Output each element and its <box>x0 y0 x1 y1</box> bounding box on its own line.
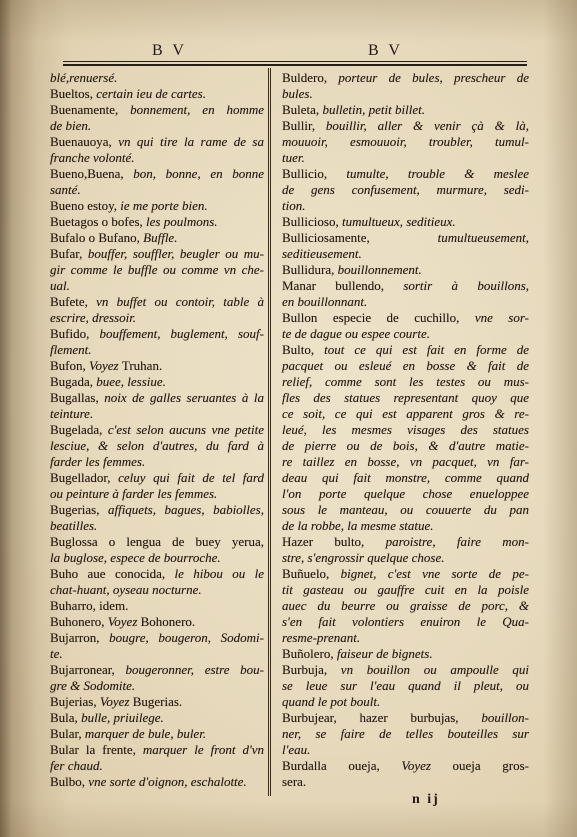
entry-line <box>50 614 264 630</box>
entry-line <box>50 102 264 118</box>
definition-text: vne sorte d'oignon, eschalotte. <box>88 774 247 789</box>
entry-line <box>282 70 529 86</box>
headword-text: Bujerias, <box>50 694 100 709</box>
entry-line <box>50 422 264 438</box>
dictionary-entry <box>50 358 264 374</box>
entry-line <box>282 470 529 486</box>
entry-line <box>50 70 264 86</box>
headword-text: Buldero, <box>282 70 339 85</box>
definition-text: bulletin, petit billet. <box>322 102 425 117</box>
dictionary-entry <box>50 70 264 86</box>
entry-line <box>50 678 264 694</box>
headword-text: Bufete, <box>50 294 97 309</box>
entry-line <box>282 198 529 214</box>
entry-line <box>282 246 529 262</box>
entry-line <box>50 390 264 406</box>
definition-text: quand le pot boult. <box>282 694 381 709</box>
definition-text: vn buffet ou contoir, table à <box>96 294 265 309</box>
dictionary-entry <box>282 118 529 166</box>
dictionary-entry <box>50 598 264 614</box>
definition-text: deau qui fait monstre, comme quand <box>282 470 529 485</box>
entry-line <box>50 166 264 182</box>
headword-text: Bullon especie de cuchillo, <box>282 310 475 325</box>
running-head-right: B V <box>368 42 403 59</box>
dictionary-entry <box>282 662 529 710</box>
entry-line <box>50 758 264 774</box>
dictionary-entry <box>282 310 529 342</box>
dictionary-entry <box>50 502 264 534</box>
signature-mark: n ij <box>412 792 440 807</box>
dictionary-entry <box>282 710 529 758</box>
entry-line <box>50 182 264 198</box>
dictionary-entry <box>282 342 529 534</box>
headword-text: Bujarronear, <box>50 662 126 677</box>
definition-text: mouuoir, esmouuoir, troubler, tumul- <box>282 134 529 149</box>
headword-text: Bullir, <box>282 118 326 133</box>
entry-line <box>282 566 529 582</box>
definition-text: ner, se faire de telles bouteilles sur <box>282 726 529 741</box>
headword-text: Buñuelo, <box>282 566 341 581</box>
entry-line <box>50 134 264 150</box>
entry-line <box>50 406 264 422</box>
definition-text: noix de galles seruantes à la <box>104 390 264 405</box>
entry-line <box>50 662 264 678</box>
definition-text: tout ce qui est fait en forme de <box>324 342 529 357</box>
headword-text: Bulliciosamente, <box>282 230 438 245</box>
entry-line <box>50 214 264 230</box>
definition-text: bouffement, buglement, souf- <box>99 326 264 341</box>
definition-text: beatilles. <box>50 518 98 533</box>
definition-text: stre, s'engrossir quelque chose. <box>282 550 445 565</box>
definition-text: marquer de bule, buler. <box>84 726 207 741</box>
dictionary-entry <box>50 566 264 598</box>
definition-text: bouillir, aller & venir çà & là, <box>325 118 529 133</box>
definition-text: bules. <box>282 86 313 101</box>
entry-line <box>282 374 529 390</box>
definition-text: ual. <box>50 278 70 293</box>
entry-line <box>282 502 529 518</box>
definition-text: Voyez <box>89 358 122 373</box>
entry-line <box>282 582 529 598</box>
entry-line <box>50 518 264 534</box>
entry-line <box>50 582 264 598</box>
definition-text: le hibou ou le <box>174 566 264 581</box>
definition-text: de pierre ou de bois, & d'autre matie- <box>282 438 529 453</box>
definition-text: gir comme le buffle ou comme vn che- <box>50 262 264 277</box>
entry-line <box>50 470 264 486</box>
entry-line <box>282 534 529 550</box>
definition-text: seditieusement. <box>282 246 362 261</box>
definition-text: te. <box>50 646 63 661</box>
entry-line <box>50 694 264 710</box>
entry-line <box>282 342 529 358</box>
dictionary-entry <box>50 774 264 790</box>
dictionary-entry <box>50 422 264 470</box>
entry-line <box>282 678 529 694</box>
definition-text: porteur de bules, prescheur de <box>338 70 529 85</box>
definition-text: affiquets, bagues, babiolles, <box>107 502 264 517</box>
definition-text: bouillonnement. <box>337 262 422 277</box>
definition-text: Voyez <box>107 614 141 629</box>
entry-line <box>50 550 264 566</box>
left-column <box>50 70 264 790</box>
entry-line <box>282 742 529 758</box>
entry-line <box>50 630 264 646</box>
definition-text: bonnement, en homme <box>130 102 265 117</box>
dictionary-entry <box>50 374 264 390</box>
column-divider <box>268 68 271 796</box>
header-rule <box>63 61 527 66</box>
definition-text: Buffle. <box>143 230 178 245</box>
headword-text: Bufalo o Bufano, <box>50 230 144 245</box>
definition-text: sortir à bouillons, <box>403 278 529 293</box>
definition-text: c'est selon aucuns vne petite <box>107 422 264 437</box>
dictionary-entry <box>282 758 529 790</box>
entry-line <box>282 662 529 678</box>
entry-line <box>282 422 529 438</box>
definition-text: teinture. <box>50 406 94 421</box>
definition-text: bouillon- <box>481 710 529 725</box>
entry-line <box>50 86 264 102</box>
dictionary-entry <box>50 214 264 230</box>
entry-line <box>282 646 529 662</box>
entry-line <box>282 518 529 534</box>
dictionary-entry <box>50 742 264 774</box>
definition-text: resme-prenant. <box>282 630 361 645</box>
entry-line <box>282 614 529 630</box>
dictionary-entry <box>282 70 529 102</box>
definition-text: bougeronner, estre bou- <box>125 662 265 677</box>
entry-line <box>50 310 264 326</box>
definition-text: fer chaud. <box>50 758 103 773</box>
entry-line <box>50 358 264 374</box>
headword-text: Bufar, <box>50 246 88 261</box>
headword-text: Bufon, <box>50 358 89 373</box>
entry-line <box>282 326 529 342</box>
headword-text: Buleta, <box>282 102 323 117</box>
dictionary-entry <box>282 534 529 566</box>
entry-line <box>50 246 264 262</box>
definition-text: te de dague ou espee courte. <box>282 326 431 341</box>
definition-text: l'eau. <box>282 742 311 757</box>
dictionary-entry <box>50 102 264 134</box>
definition-text: les poulmons. <box>146 214 218 229</box>
entry-line <box>282 262 529 278</box>
entry-line <box>282 214 529 230</box>
headword-text: Bugerias. <box>132 694 183 709</box>
definition-text: santé. <box>50 182 81 197</box>
dictionary-entry <box>282 278 529 310</box>
dictionary-entry <box>282 230 529 262</box>
definition-text: lesciue, & selon d'autres, du fard à <box>50 438 264 453</box>
entry-line <box>50 230 264 246</box>
entry-line <box>50 342 264 358</box>
headword-text: Bueltos, <box>50 86 97 101</box>
definition-text: blé,renuersé. <box>50 70 118 85</box>
definition-text: gre & Sodomite. <box>50 678 136 693</box>
entry-line <box>50 486 264 502</box>
entry-line <box>282 390 529 406</box>
entry-line <box>282 102 529 118</box>
entry-line <box>50 118 264 134</box>
dictionary-entry <box>282 102 529 118</box>
headword-text: Bohonero. <box>140 614 196 629</box>
entry-line <box>282 486 529 502</box>
entry-line <box>50 326 264 342</box>
headword-text: Bueno,Buena, <box>50 166 134 181</box>
dictionary-entry <box>50 662 264 694</box>
entry-line <box>282 294 529 310</box>
headword-text: Burdalla oueja, <box>282 758 402 773</box>
entry-line <box>282 710 529 726</box>
dictionary-entry <box>50 326 264 358</box>
definition-text: ie me porte bien. <box>120 198 208 213</box>
headword-text: oueja gros- <box>452 758 529 773</box>
definition-text: tumultueusement, <box>437 230 529 245</box>
headword-text: Buglossa o lengua de buey yerua, <box>50 534 264 549</box>
entry-line <box>282 230 529 246</box>
headword-text: sera. <box>282 774 307 789</box>
headword-text: Bullicio, <box>282 166 347 181</box>
definition-text: bignet, c'est vne sorte de pe- <box>340 566 529 581</box>
definition-text: Voyez <box>99 694 133 709</box>
definition-text: l'on porte quelque chose enueloppee <box>282 486 529 501</box>
entry-line <box>282 454 529 470</box>
dictionary-entry <box>50 726 264 742</box>
definition-text: en bouillonnant. <box>282 294 368 309</box>
definition-text: ou peinture à farder les femmes. <box>50 486 218 501</box>
right-column <box>282 70 529 790</box>
entry-line <box>50 294 264 310</box>
definition-text: bulle, priuilege. <box>81 710 164 725</box>
entry-line <box>50 534 264 550</box>
entry-line <box>50 150 264 166</box>
definition-text: tuer. <box>282 150 305 165</box>
dictionary-entry <box>282 566 529 646</box>
entry-line <box>50 742 264 758</box>
definition-text: sous le manteau, ou couuerte du pan <box>282 502 529 517</box>
entry-line <box>282 166 529 182</box>
entry-line <box>282 438 529 454</box>
definition-text: tit gasteau ou gauffre cuit en la poisle <box>282 582 529 597</box>
entry-line <box>282 134 529 150</box>
entry-line <box>282 598 529 614</box>
headword-text: Bufido, <box>50 326 100 341</box>
entry-line <box>50 646 264 662</box>
entry-line <box>282 278 529 294</box>
definition-text: marquer le front d'vn <box>142 742 265 757</box>
definition-text: vn qui tire la rame de sa <box>118 134 264 149</box>
dictionary-entry <box>50 86 264 102</box>
definition-text: escrire, dressoir. <box>50 310 137 325</box>
entry-line <box>282 150 529 166</box>
headword-text: Bular la frente, <box>50 742 143 757</box>
entry-line <box>282 310 529 326</box>
definition-text: de gens confusement, murmure, sedi- <box>282 182 529 197</box>
definition-text: flement. <box>50 342 92 357</box>
definition-text: la buglose, espece de bourroche. <box>50 550 221 565</box>
running-head-left: B V <box>152 42 187 59</box>
headword-text: Manar bullendo, <box>282 278 404 293</box>
headword-text: Bugelada, <box>50 422 108 437</box>
definition-text: leué, les mesmes visages des statues <box>282 422 529 437</box>
headword-text: Buñolero, <box>282 646 337 661</box>
entry-line <box>50 598 264 614</box>
dictionary-entry <box>50 710 264 726</box>
definition-text: tion. <box>282 198 306 213</box>
definition-text: vne sor- <box>474 310 529 325</box>
entry-line <box>50 438 264 454</box>
definition-text: buee, lessiue. <box>96 374 166 389</box>
dictionary-entry <box>50 694 264 710</box>
entry-line <box>50 454 264 470</box>
dictionary-entry <box>50 614 264 630</box>
dictionary-entry <box>282 646 529 662</box>
definition-text: bouffer, souffler, beugler ou mu- <box>87 246 264 261</box>
dictionary-entry <box>282 166 529 214</box>
entry-line <box>282 86 529 102</box>
definition-text: s'en fait volontiers enuiron le Qua- <box>282 614 529 629</box>
entry-line <box>282 694 529 710</box>
headword-text: Bujarron, <box>50 630 110 645</box>
definition-text: franche volonté. <box>50 150 135 165</box>
headword-text: Bueno estoy, <box>50 198 121 213</box>
entry-line <box>50 198 264 214</box>
dictionary-entry <box>50 534 264 566</box>
definition-text: re taillez en bosse, vn pacquet, vn far- <box>282 454 529 469</box>
headword-text: Bullicioso, <box>282 214 342 229</box>
headword-text: Bugerias, <box>50 502 108 517</box>
entry-line <box>282 630 529 646</box>
definition-text: celuy qui fait de tel fard <box>118 470 264 485</box>
headword-text: Bula, <box>50 710 82 725</box>
headword-text: Buhonero, <box>50 614 108 629</box>
entry-line <box>50 374 264 390</box>
headword-text: Buetagos o bofes, <box>50 214 147 229</box>
definition-text: bon, bonne, en bonne <box>133 166 265 181</box>
definition-text: tumulte, trouble & meslee <box>346 166 529 181</box>
headword-text: Truhan. <box>121 358 163 373</box>
entry-line <box>282 774 529 790</box>
definition-text: paroistre, faire mon- <box>385 534 529 549</box>
dictionary-entry <box>282 214 529 230</box>
entry-line <box>50 502 264 518</box>
headword-text: Burbuja, <box>282 662 341 677</box>
definition-text: relief, comme sont les testes ou mus- <box>282 374 529 389</box>
dictionary-entry <box>50 134 264 166</box>
entry-line <box>282 758 529 774</box>
dictionary-entry <box>50 230 264 246</box>
definition-text: faiseur de bignets. <box>336 646 433 661</box>
headword-text: Buharro, idem. <box>50 598 129 613</box>
dictionary-entry <box>282 262 529 278</box>
headword-text: Buenauoya, <box>50 134 119 149</box>
definition-text: se leue sur l'eau quand il pleut, ou <box>282 678 529 693</box>
definition-text: chat-huant, oyseau nocturne. <box>50 582 202 597</box>
definition-text: certain ieu de cartes. <box>96 86 206 101</box>
definition-text: vn bouillon ou ampoulle qui <box>340 662 529 677</box>
entry-line <box>50 726 264 742</box>
headword-text: Bular, <box>50 726 85 741</box>
definition-text: Voyez <box>401 758 453 773</box>
definition-text: pacquet ou esleué en bosse & fait de <box>282 358 529 373</box>
entry-line <box>50 262 264 278</box>
definition-text: bougre, bougeron, Sodomi- <box>109 630 264 645</box>
headword-text: Bugellador, <box>50 470 119 485</box>
entry-line <box>50 278 264 294</box>
headword-text: Bugada, <box>50 374 97 389</box>
dictionary-entry <box>50 166 264 198</box>
entry-line <box>50 774 264 790</box>
headword-text: Bulbo, <box>50 774 89 789</box>
definition-text: de bien. <box>50 118 92 133</box>
headword-text: Burbujear, hazer burbujas, <box>282 710 482 725</box>
entry-line <box>282 726 529 742</box>
definition-text: fles des statues representant quoy que <box>282 390 529 405</box>
entry-line <box>282 182 529 198</box>
entry-line <box>50 710 264 726</box>
headword-text: Bulto, <box>282 342 325 357</box>
dictionary-entry <box>50 470 264 502</box>
definition-text: auec du beurre ou graisse de porc, & <box>282 598 529 613</box>
entry-line <box>282 358 529 374</box>
entry-line <box>282 550 529 566</box>
headword-text: Hazer bulto, <box>282 534 386 549</box>
dictionary-entry <box>50 630 264 662</box>
dictionary-entry <box>50 246 264 294</box>
dictionary-entry <box>50 390 264 422</box>
entry-line <box>50 566 264 582</box>
headword-text: Buenamente, <box>50 102 131 117</box>
definition-text: tumultueux, seditieux. <box>341 214 456 229</box>
dictionary-entry <box>50 198 264 214</box>
definition-text: de la robbe, la mesme statue. <box>282 518 434 533</box>
dictionary-entry <box>50 294 264 326</box>
definition-text: ce soit, ce qui est apparent gros & re- <box>282 406 529 421</box>
entry-line <box>282 118 529 134</box>
headword-text: Buho aue conocida, <box>50 566 175 581</box>
definition-text: farder les femmes. <box>50 454 146 469</box>
headword-text: Bullidura, <box>282 262 338 277</box>
headword-text: Bugallas, <box>50 390 105 405</box>
entry-line <box>282 406 529 422</box>
